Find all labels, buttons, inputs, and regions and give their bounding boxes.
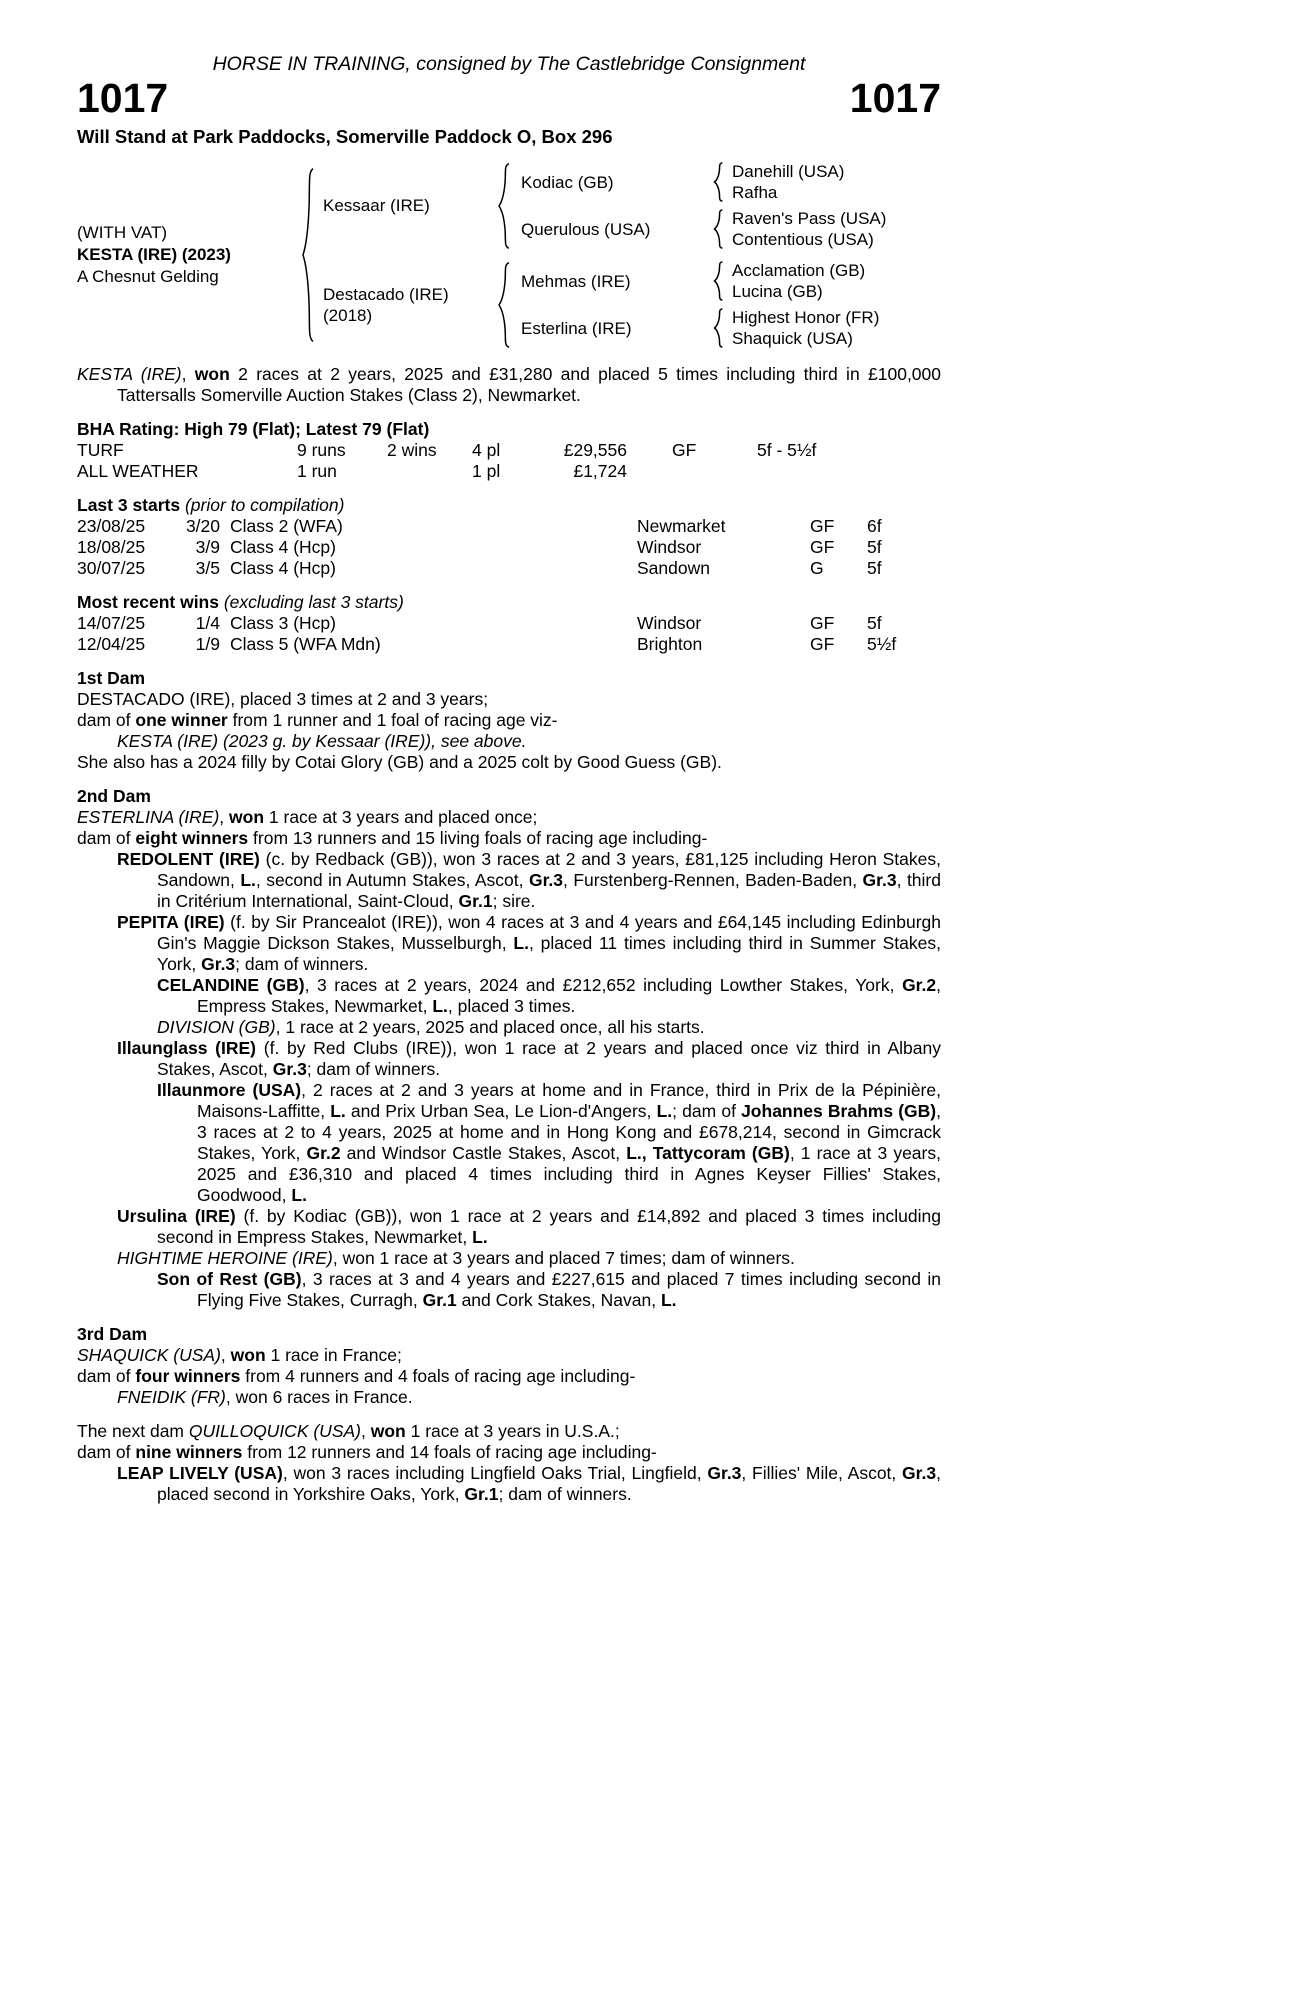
text-run: Tattycoram (GB) (652, 1143, 790, 1163)
spacer (77, 1311, 941, 1324)
brace-icon (301, 165, 315, 345)
text-run: won (230, 1345, 266, 1365)
paragraph (77, 849, 941, 912)
text-run: Gr.3 (528, 870, 564, 890)
text-run: She also has a 2024 filly by Cotai Glory (GB) and a 2025 colt by Good Guess (GB). (77, 752, 722, 772)
paragraph (117, 731, 941, 752)
text-run: won (194, 364, 230, 384)
cell: 2 wins (387, 440, 437, 460)
cell: 3/20 (185, 516, 220, 536)
text-run: ; dam of winners. (306, 1059, 441, 1079)
cell: Windsor (637, 613, 702, 633)
text-run: , placed 3 times. (447, 996, 576, 1016)
paragraph (77, 710, 941, 731)
text-run: Most recent wins (77, 592, 219, 612)
text-run: , won 1 race at 3 years and placed 7 times; dam of winners. (332, 1248, 795, 1268)
text-run: QUILLOQUICK (USA) (188, 1421, 361, 1441)
text-run: , 3 races at 2 to 4 years, 2025 at home and in Hong Kong and £678,214, second in Gimcrack Stakes, York, (197, 1101, 942, 1163)
spacer (77, 406, 941, 419)
cell: 5f - 5½f (757, 440, 817, 460)
text-run: DIVISION (GB) (157, 1017, 276, 1037)
paragraph (77, 975, 941, 1017)
lot-number-right: 1017 (849, 75, 941, 121)
cell (387, 461, 472, 482)
text-run: 1 race in France; (265, 1345, 402, 1365)
dam-name-block (323, 284, 495, 326)
consignment-title: HORSE IN TRAINING, consigned by The Castlebridge Consignment (212, 53, 806, 75)
horse-description: A Chesnut Gelding (77, 267, 219, 286)
cell: 23/08/25 (77, 516, 146, 536)
great-grandsire-name: Highest Honor (FR) (732, 308, 880, 327)
paragraph (77, 1442, 941, 1463)
spacer (77, 1408, 941, 1421)
text-run: PEPITA (IRE) (117, 912, 225, 932)
last-starts-heading (77, 495, 941, 516)
text-run: one winner (135, 710, 228, 730)
pedigree-table (77, 161, 941, 349)
paragraph (77, 1017, 941, 1038)
text-run: (f. by Red Clubs (IRE)), won 1 race at 2 years and placed once viz third in Albany Stakes, Ascot, (157, 1038, 941, 1079)
cell: 5½f (867, 634, 897, 654)
text-run: 1st Dam (77, 668, 146, 688)
cell: G (810, 558, 824, 578)
cell: GF (810, 613, 835, 633)
text-run: Ursulina (IRE) (117, 1206, 236, 1226)
text-run: ; dam of (672, 1101, 742, 1121)
cell: 3/9 (195, 537, 220, 557)
cell: 1/4 (195, 613, 220, 633)
text-run: (f. by Kodiac (GB)), won 1 race at 2 years and £14,892 and placed 3 times including second in Empress Stakes, Newmarket, (157, 1206, 941, 1247)
text-run: KESTA (IRE) (77, 364, 182, 384)
cell: 3/5 (195, 558, 220, 578)
text-run: L. (513, 933, 529, 953)
stand-location: Will Stand at Park Paddocks, Somerville Paddock O, Box 296 (77, 126, 613, 147)
paragraph (77, 1269, 941, 1311)
text-run: from 13 runners and 15 living foals of racing age including- (248, 828, 708, 848)
text-run: from 1 runner and 1 foal of racing age viz- (227, 710, 558, 730)
cell: 12/04/25 (77, 634, 146, 654)
text-run: LEAP LIVELY (USA) (117, 1463, 283, 1483)
sire-name: Kessaar (IRE) (323, 196, 430, 215)
text-run: Gr.2 (902, 975, 937, 995)
text-run: L. (656, 1101, 673, 1121)
paragraph (77, 828, 941, 849)
paragraph (77, 1345, 941, 1366)
cell: 9 runs (297, 440, 346, 460)
horse-name: KESTA (IRE) (2023) (77, 245, 231, 264)
dam-name: Destacado (IRE) (323, 284, 449, 304)
text-run: , (219, 807, 230, 827)
cell: 5f (867, 613, 882, 633)
starts-row (77, 634, 941, 655)
text-run: , placed second in Yorkshire Oaks, York, (157, 1463, 941, 1504)
paragraph (77, 1038, 941, 1080)
cell: Sandown (637, 558, 710, 578)
text-run: Gr.3 (201, 954, 236, 974)
text-run: Gr.3 (272, 1059, 307, 1079)
starts-row (77, 558, 941, 579)
stats-row (77, 440, 941, 461)
great-granddam-name: Shaquick (USA) (732, 329, 853, 348)
granddam-branch (521, 307, 879, 349)
cell: ALL WEATHER (77, 461, 199, 481)
spacer (77, 579, 941, 592)
great-granddam-name: Rafha (732, 183, 778, 202)
spacer (77, 773, 941, 786)
text-run: CELANDINE (GB) (157, 975, 305, 995)
paragraph (77, 1366, 941, 1387)
cell: GF (810, 537, 835, 557)
paragraph (77, 1080, 941, 1206)
text-run: ; dam of winners. (235, 954, 369, 974)
paragraph (77, 807, 941, 828)
text-run: 1 race at 3 years and placed once; (264, 807, 538, 827)
text-run: , 3 races at 2 years, 2024 and £212,652 including Lowther Stakes, York, (304, 975, 903, 995)
text-run: L. (330, 1101, 346, 1121)
text-run: Son of Rest (GB) (157, 1269, 302, 1289)
paragraph (117, 1387, 941, 1408)
text-run: L. (291, 1185, 307, 1205)
text-run: 3rd Dam (77, 1324, 148, 1344)
race-record-summary (77, 364, 941, 406)
text-run: , Empress Stakes, Newmarket, (197, 975, 941, 1016)
cell: 5f (867, 558, 882, 578)
text-run: , won 6 races in France. (225, 1387, 413, 1407)
dam-heading (77, 1324, 941, 1345)
lot-number-left: 1017 (77, 75, 169, 121)
text-run: and Prix Urban Sea, Le Lion-d'Angers, (345, 1101, 657, 1121)
text-run: L. (660, 1290, 677, 1310)
paragraph (77, 752, 941, 773)
dam-branch (323, 260, 886, 349)
text-run: Gr.3 (707, 1463, 742, 1483)
text-run: , (361, 1421, 371, 1441)
great-grandsire-name: Acclamation (GB) (732, 261, 866, 280)
brace-icon (713, 261, 724, 301)
dam-year: (2018) (323, 305, 373, 325)
text-run: L. (432, 996, 448, 1016)
text-run: 2nd Dam (77, 786, 151, 806)
text-run: dam of (77, 710, 136, 730)
cell: TURF (77, 440, 124, 460)
text-run: , won 3 races including Lingfield Oaks Trial, Lingfield, (282, 1463, 708, 1483)
text-run: Last 3 starts (77, 495, 181, 515)
cell: Class 2 (WFA) (230, 516, 343, 536)
text-run: Illaunmore (USA) (157, 1080, 302, 1100)
text-run: eight winners (135, 828, 249, 848)
cell (627, 461, 752, 482)
text-run: , (220, 1345, 231, 1365)
great-granddam-name: Contentious (USA) (732, 230, 874, 249)
text-run: , 3 races at 3 and 4 years and £227,615 and placed 7 times including second in Flying Five Stakes, Curragh, (197, 1269, 941, 1310)
cell: Newmarket (637, 516, 726, 536)
cell: Class 3 (Hcp) (230, 613, 336, 633)
great-grandsire-name: Danehill (USA) (732, 162, 845, 181)
paragraph (77, 1248, 941, 1269)
paragraph (77, 1206, 941, 1248)
vat-note: (WITH VAT) (77, 223, 168, 242)
pedigree-generations (323, 161, 886, 349)
lot-number-row (77, 76, 941, 120)
text-run: from 12 runners and 14 foals of racing age including- (242, 1442, 657, 1462)
text-run: 2 races at 2 years, 2025 and £31,280 and placed 5 times including third in £100,000 Tattersalls Somerville Auction Stakes (Class 2), Newmarket. (117, 364, 941, 405)
cell: £29,556 (563, 440, 627, 460)
text-run: Gr.3 (862, 870, 897, 890)
text-run: (c. by Redback (GB)), won 3 races at 2 and 3 years, £81,125 including Heron Stakes, Sandown, (157, 849, 941, 890)
brace-icon (713, 209, 724, 249)
text-run: , (181, 364, 195, 384)
cell: 18/08/25 (77, 537, 146, 557)
text-run: REDOLENT (IRE) (117, 849, 260, 869)
sire-branch (323, 161, 886, 250)
text-run: , placed 11 times including third in Summer Stakes, York, (157, 933, 941, 974)
text-run: Gr.3 (902, 1463, 937, 1483)
grandsire-name: Mehmas (IRE) (521, 271, 631, 291)
text-run: ESTERLINA (IRE) (77, 807, 220, 827)
text-run: , Furstenberg-Rennen, Baden-Baden, (563, 870, 863, 890)
page-content (77, 52, 941, 1505)
cell (752, 461, 941, 482)
cell: 6f (867, 516, 882, 536)
text-run: from 4 runners and 4 foals of racing age including- (240, 1366, 636, 1386)
lot-body (77, 364, 941, 1505)
text-run: and Cork Stakes, Navan, (456, 1290, 661, 1310)
spacer (77, 482, 941, 495)
text-run: (excluding last 3 starts) (218, 592, 404, 612)
text-run: BHA Rating: High 79 (Flat); Latest 79 (Flat) (77, 419, 430, 439)
text-run: nine winners (135, 1442, 243, 1462)
text-run: Gr.1 (464, 1484, 499, 1504)
text-run: ; sire. (492, 891, 536, 911)
recent-wins-table (77, 613, 941, 655)
paragraph (77, 912, 941, 975)
text-run: and Windsor Castle Stakes, Ascot, (340, 1143, 627, 1163)
grandsire-branch (521, 260, 879, 302)
dam-heading (77, 668, 941, 689)
brace-icon (497, 261, 511, 349)
text-run: KESTA (IRE) (2023 g. by Kessaar (IRE)), see above. (117, 731, 527, 751)
cell: 1/9 (195, 634, 220, 654)
cell: Windsor (637, 537, 702, 557)
cell: 14/07/25 (77, 613, 146, 633)
bha-rating (77, 419, 941, 440)
text-run: four winners (135, 1366, 241, 1386)
text-run: , third in Critérium International, Saint-Cloud, (157, 870, 941, 911)
text-run: SHAQUICK (USA) (77, 1345, 221, 1365)
text-run: , Fillies' Mile, Ascot, (741, 1463, 903, 1483)
cell: 4 pl (472, 440, 501, 460)
race-record-table (77, 440, 941, 482)
text-run: Gr.1 (458, 891, 493, 911)
cell: 5f (867, 537, 882, 557)
text-run: FNEIDIK (FR) (117, 1387, 226, 1407)
granddam-branch (521, 208, 886, 250)
text-run: won (229, 807, 265, 827)
granddam-name: Esterlina (IRE) (521, 318, 632, 338)
dam-heading (77, 786, 941, 807)
text-run: DESTACADO (IRE), placed 3 times at 2 and 3 years; (77, 689, 489, 709)
text-run: Johannes Brahms (GB) (741, 1101, 937, 1121)
grandsire-name: Kodiac (GB) (521, 172, 614, 192)
cell: Class 4 (Hcp) (230, 558, 336, 578)
text-run: , second in Autumn Stakes, Ascot, (255, 870, 529, 890)
starts-row (77, 537, 941, 558)
cell: GF (810, 516, 835, 536)
starts-row (77, 516, 941, 537)
stats-row (77, 461, 941, 482)
brace-icon (497, 162, 511, 250)
granddam-name: Querulous (USA) (521, 219, 651, 239)
text-run: The next dam (77, 1421, 189, 1441)
cell: GF (672, 440, 697, 460)
starts-row (77, 613, 941, 634)
text-run: 1 race at 3 years in U.S.A.; (405, 1421, 620, 1441)
brace-icon (713, 162, 724, 202)
text-run: , 2 races at 2 and 3 years at home and in France, third in Prix de la Pépinière, Maisons-Laffitte, (197, 1080, 941, 1121)
cell: 30/07/25 (77, 558, 146, 578)
text-run: Gr.1 (422, 1290, 457, 1310)
cell: 1 pl (472, 461, 501, 481)
lot-horse-info (77, 222, 299, 288)
great-granddam-name: Lucina (GB) (732, 282, 823, 301)
last-starts-table (77, 516, 941, 579)
cell: £1,724 (573, 461, 627, 481)
recent-wins-heading (77, 592, 941, 613)
great-grandsire-name: Raven's Pass (USA) (732, 209, 887, 228)
text-run: ; dam of winners. (498, 1484, 632, 1504)
cell: Class 5 (WFA Mdn) (230, 634, 381, 654)
cell: Brighton (637, 634, 703, 654)
text-run: (prior to compilation) (180, 495, 345, 515)
text-run: Gr.2 (306, 1143, 341, 1163)
text-run: dam of (77, 828, 136, 848)
text-run: L. (240, 870, 256, 890)
paragraph (77, 1421, 941, 1442)
text-run: won (370, 1421, 406, 1441)
spacer (77, 655, 941, 668)
grandsire-branch (521, 161, 886, 203)
paragraph (77, 689, 941, 710)
cell: Class 4 (Hcp) (230, 537, 336, 557)
brace-icon (713, 308, 724, 348)
text-run: HIGHTIME HEROINE (IRE) (117, 1248, 333, 1268)
cell: GF (810, 634, 835, 654)
text-run: dam of (77, 1366, 136, 1386)
text-run: (f. by Sir Prancealot (IRE)), won 4 races at 3 and 4 years and £64,145 including Edinburgh Gin's Maggie Dickson Stakes, Musselburgh, (157, 912, 941, 953)
text-run: L. (472, 1227, 488, 1247)
text-run: dam of (77, 1442, 136, 1462)
cell: 1 run (297, 461, 337, 481)
text-run: Illaunglass (IRE) (117, 1038, 257, 1058)
text-run: L., (626, 1143, 647, 1163)
text-run: , 1 race at 2 years, 2025 and placed once, all his starts. (275, 1017, 705, 1037)
text-run: , 1 race at 3 years, 2025 and £36,310 and placed 4 times including third in Agnes Keyser Fillies' Stakes, Goodwood, (197, 1143, 941, 1205)
paragraph (77, 1463, 941, 1505)
